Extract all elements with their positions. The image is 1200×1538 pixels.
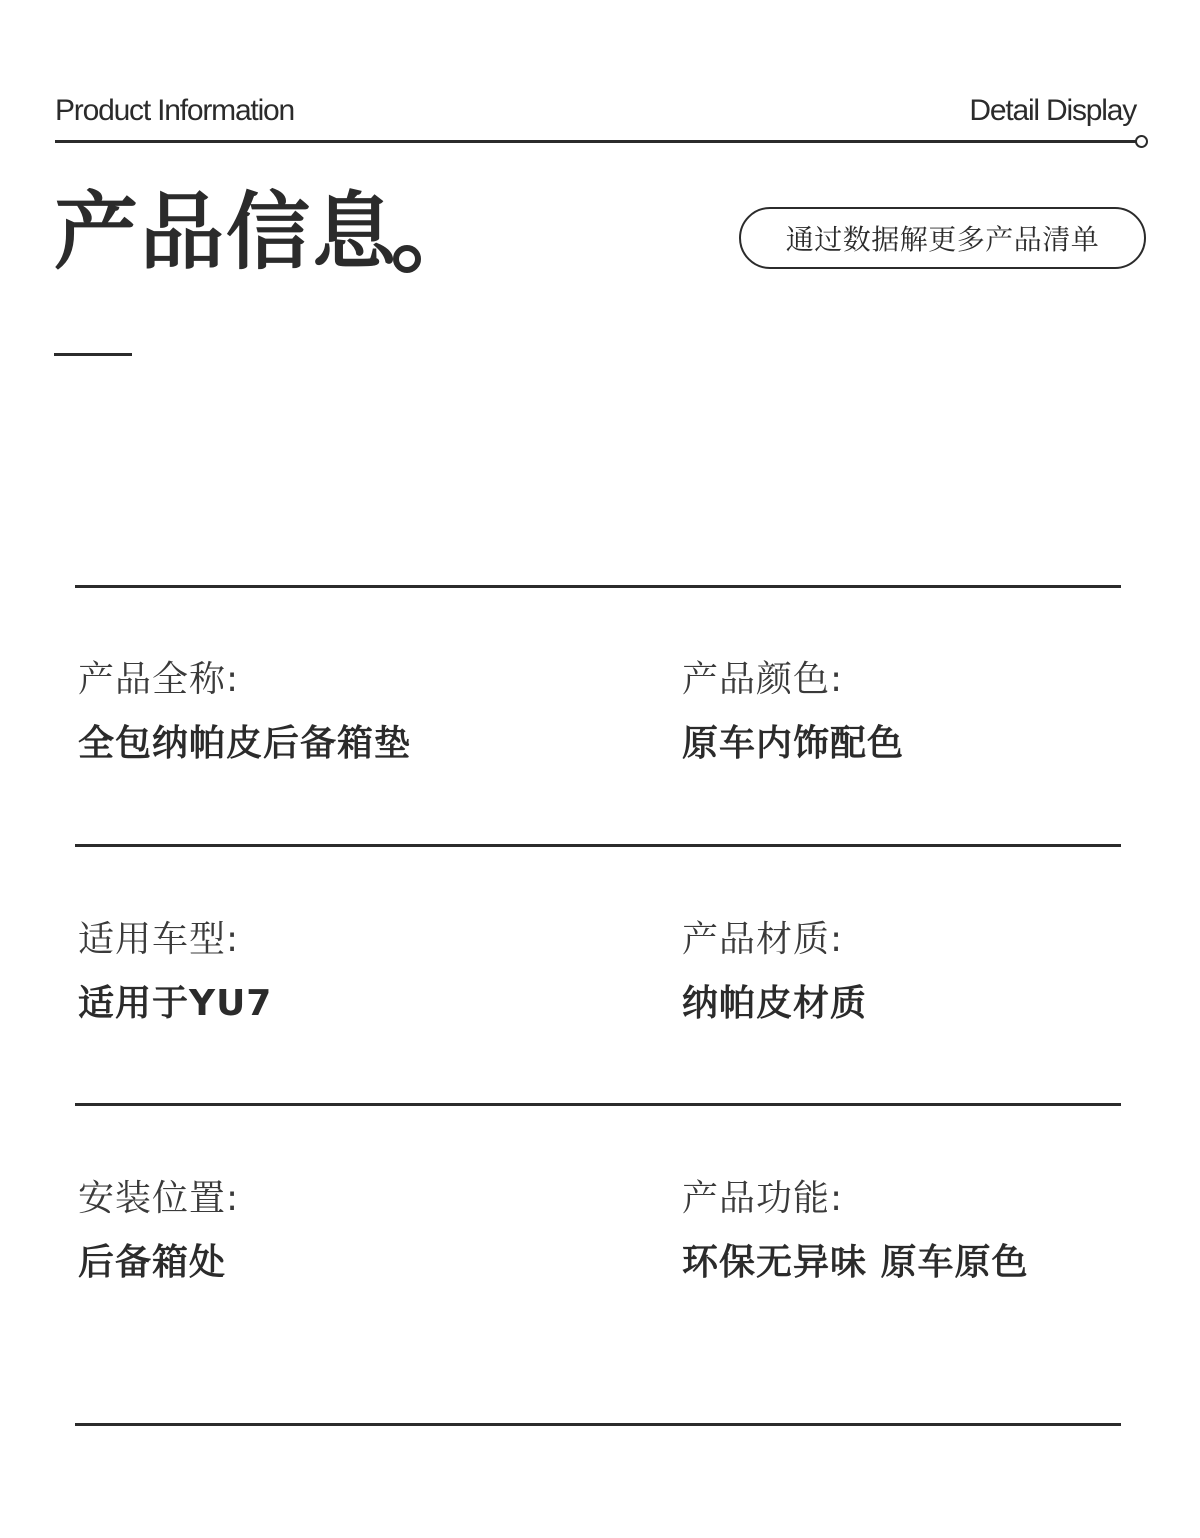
field-label: 安装位置: [78,1178,240,1219]
more-products-button[interactable]: 通过数据解更多产品清单 [739,207,1146,269]
header-divider [55,140,1137,143]
header-right-text: Detail Display [969,94,1136,127]
field-value: 纳帕皮材质 [682,983,868,1024]
page-title: 产品信息 [54,183,399,281]
field-product-function [682,1178,1029,1283]
row-divider [75,844,1121,847]
field-value: 全包纳帕皮后备箱垫 [78,723,412,764]
field-label: 产品颜色: [682,659,844,700]
table-top-divider [75,585,1121,588]
field-value: 原车内饰配色 [682,723,905,764]
field-product-material [682,919,868,1024]
field-install-location [78,1178,240,1283]
title-period-dot [393,245,421,273]
field-label: 产品功能: [682,1178,844,1219]
field-product-color [682,659,905,764]
field-label: 产品全称: [78,659,240,700]
row-divider [75,1103,1121,1106]
header-left-text: Product Information [55,94,294,127]
field-value: 后备箱处 [78,1242,227,1283]
field-value: 环保无异味 原车原色 [682,1242,1029,1283]
field-label: 适用车型: [78,919,240,960]
field-value: 适用于YU7 [78,983,273,1024]
field-product-name [78,659,412,764]
header-divider-end-dot [1135,135,1148,148]
title-underline [54,353,132,356]
table-bottom-divider [75,1423,1121,1426]
field-compatible-model [78,919,273,1024]
field-label: 产品材质: [682,919,844,960]
